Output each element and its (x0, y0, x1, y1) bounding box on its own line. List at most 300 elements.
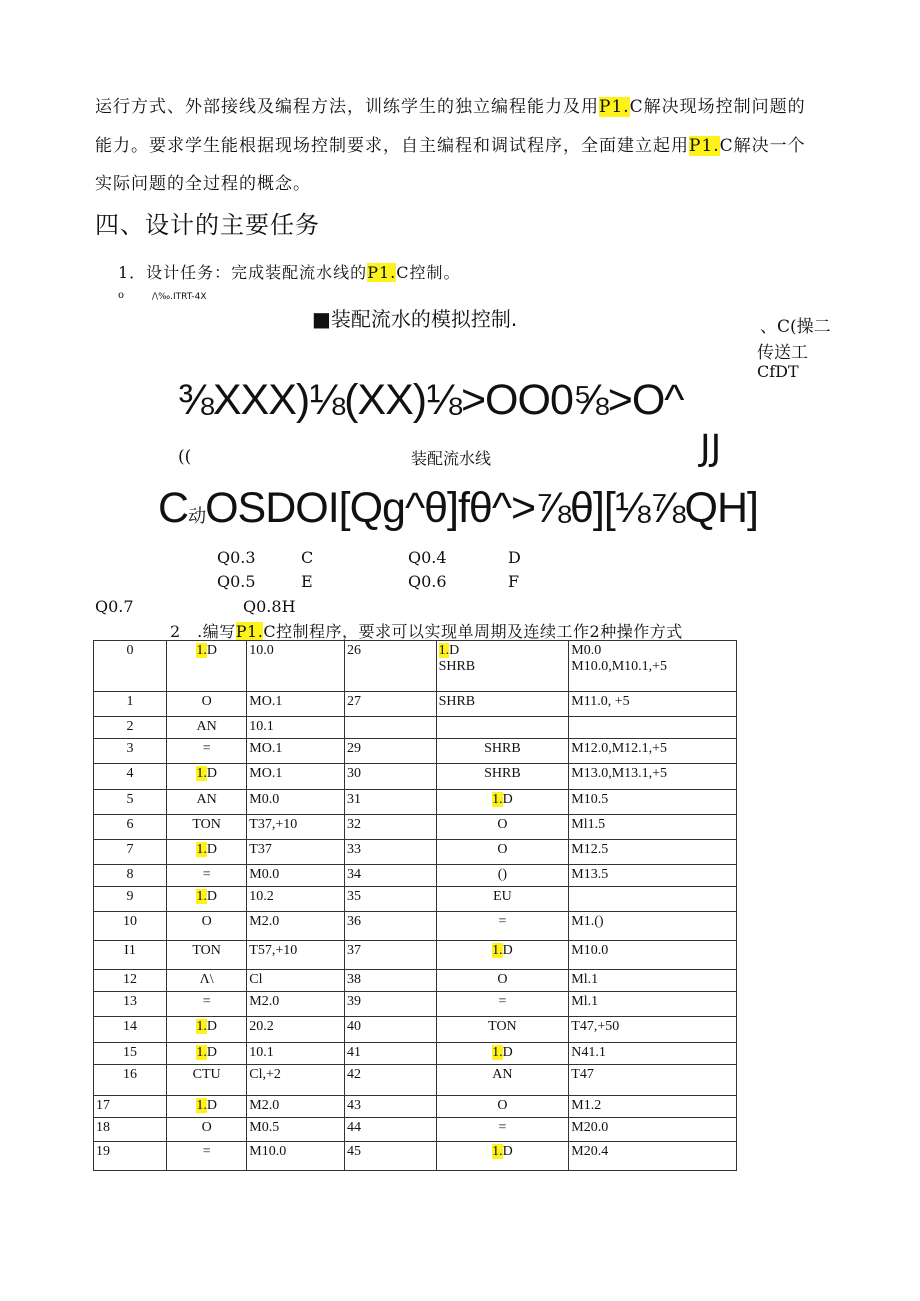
q-label: E (301, 572, 313, 591)
table-row (94, 840, 737, 865)
line-number-cell-text: 26 (347, 643, 361, 658)
line-number-cell (345, 739, 437, 764)
intro-text: 运行方式、外部接线及编程方法，训练学生的独立编程能力及用 (95, 97, 599, 117)
line-number-cell-text: 4 (126, 766, 134, 781)
line-number-cell (94, 992, 167, 1017)
figure-row-2-part: OSDOI[Qg^θ]fθ^>⅞θ][⅛⅞QH] (205, 484, 758, 532)
task-1-text: C控制。 (396, 263, 461, 282)
operand-cell-text: M20.4 (571, 1144, 609, 1159)
operand-cell-text: M1.() (571, 914, 604, 929)
operand-cell (569, 1142, 737, 1171)
line-number-cell-text: 45 (347, 1144, 361, 1159)
opcode-cell (167, 1142, 247, 1171)
q-label: Q0.5 (217, 572, 256, 591)
section-heading: 四、设计的主要任务 (95, 211, 320, 239)
line-number-cell-text: 15 (123, 1045, 138, 1060)
line-number-cell (94, 815, 167, 840)
opcode-cell (436, 1118, 569, 1142)
highlight: 1. (196, 766, 207, 781)
line-number-cell-text: 2 (126, 719, 134, 734)
operand-cell (569, 840, 737, 865)
operand-cell (247, 717, 345, 739)
line-number-cell-text: 16 (123, 1067, 138, 1082)
table-row (94, 815, 737, 840)
line-number-cell (94, 692, 167, 717)
figure-row-2-sub: 动 (188, 506, 206, 526)
line-number-cell (345, 1065, 437, 1096)
table-row (94, 692, 737, 717)
operand-cell-text: T37 (249, 842, 272, 857)
line-number-cell-text: 17 (96, 1098, 110, 1113)
task-1 (118, 260, 460, 283)
operand-cell (569, 865, 737, 887)
line-number-cell (94, 1118, 167, 1142)
figure-right-label-3: CfDT (757, 362, 799, 381)
opcode-cell-text: = (498, 1120, 507, 1135)
opcode-cell-text: AN (492, 1067, 513, 1082)
figure-small-label: /\‰.ITRT-4X (152, 292, 207, 302)
table-row (94, 641, 737, 692)
line-number-cell-text: 39 (347, 994, 361, 1009)
highlight: 1. (196, 1045, 207, 1060)
line-number-cell-text: 41 (347, 1045, 361, 1060)
highlight: 1. (492, 943, 503, 958)
figure-right-mark: JJ (700, 428, 722, 469)
figure-caption: ■装配流水的模拟控制. (312, 307, 518, 331)
line-number-cell (345, 865, 437, 887)
q-label: Q0.4 (408, 548, 447, 567)
opcode-cell (167, 992, 247, 1017)
opcode-cell-text: 1.D (438, 643, 460, 658)
opcode-cell-text: 1.D (196, 889, 217, 904)
line-number-cell (94, 641, 167, 692)
line-number-cell (94, 717, 167, 739)
opcode-cell-text: SHRB (438, 659, 476, 674)
line-number-cell-text: 44 (347, 1120, 361, 1135)
operand-cell-text: 10.2 (249, 889, 274, 904)
operand-cell (569, 1017, 737, 1043)
opcode-cell (167, 887, 247, 912)
line-number-cell-text: 8 (126, 867, 134, 882)
task-2-text: C控制程序，要求可以实现单周期及连续工作2种操作方式 (263, 622, 683, 641)
opcode-cell-text: 1.D (492, 943, 513, 958)
operand-cell (569, 1118, 737, 1142)
operand-cell-text: M0.0 (571, 643, 602, 658)
figure-right-label-2: 传送工 (757, 343, 808, 363)
line-number-cell-text: 27 (347, 694, 361, 709)
operand-cell (569, 992, 737, 1017)
operand-cell (569, 887, 737, 912)
operand-cell (247, 887, 345, 912)
line-number-cell (345, 840, 437, 865)
table-row (94, 764, 737, 790)
opcode-cell (436, 970, 569, 992)
operand-cell-text: M1.2 (571, 1098, 602, 1113)
instruction-table (93, 640, 737, 1171)
opcode-cell-text: 1.D (196, 766, 217, 781)
intro-line-2 (95, 131, 806, 156)
opcode-cell (167, 739, 247, 764)
line-number-cell-text: 34 (347, 867, 361, 882)
opcode-cell (167, 790, 247, 815)
line-number-cell-text: 42 (347, 1067, 361, 1082)
operand-cell (247, 912, 345, 941)
q-label: C (301, 548, 314, 567)
line-number-cell-text: 38 (347, 972, 361, 987)
operand-cell (569, 790, 737, 815)
line-number-cell (94, 739, 167, 764)
line-number-cell-text: 29 (347, 741, 361, 756)
opcode-cell-text: SHRB (484, 766, 521, 781)
highlight: 1. (492, 1144, 503, 1159)
opcode-cell (167, 941, 247, 970)
opcode-cell (436, 739, 569, 764)
opcode-cell-text: TON (488, 1019, 517, 1034)
operand-cell (247, 1043, 345, 1065)
opcode-cell (436, 1017, 569, 1043)
opcode-cell-text: TON (192, 943, 221, 958)
line-number-cell-text: I1 (124, 943, 136, 958)
operand-cell-text: 10.1 (249, 1045, 274, 1060)
operand-cell-text: 20.2 (249, 1019, 274, 1034)
opcode-cell-text: = (202, 994, 211, 1009)
figure-conveyor-row-2 (158, 484, 758, 533)
opcode-cell (167, 840, 247, 865)
table-row (94, 912, 737, 941)
line-number-cell (345, 790, 437, 815)
opcode-cell-text: = (498, 994, 507, 1009)
highlight: P1. (689, 136, 720, 156)
table-row (94, 1142, 737, 1171)
line-number-cell-text: 3 (126, 741, 134, 756)
opcode-cell-text: O (497, 972, 508, 987)
operand-cell-text: M0.0 (249, 792, 280, 807)
intro-text: 能力。要求学生能根据现场控制要求，自主编程和调试程序，全面建立起用 (95, 136, 689, 156)
opcode-cell-text: 1.D (492, 1045, 513, 1060)
operand-cell-text: T57,+10 (249, 943, 298, 958)
operand-cell (247, 1017, 345, 1043)
line-number-cell-text: 33 (347, 842, 361, 857)
line-number-cell-text: 18 (96, 1120, 110, 1135)
operand-cell (569, 1065, 737, 1096)
opcode-cell-text: 1.D (196, 643, 217, 658)
opcode-cell (436, 941, 569, 970)
opcode-cell (167, 641, 247, 692)
line-number-cell-text: 31 (347, 792, 361, 807)
operand-cell-text: M10.0 (571, 943, 609, 958)
line-number-cell (345, 692, 437, 717)
opcode-cell-text: 1.D (196, 1019, 217, 1034)
line-number-cell (94, 865, 167, 887)
line-number-cell (345, 912, 437, 941)
q-label: Q0.3 (217, 548, 256, 567)
opcode-cell-text: 1.D (196, 842, 217, 857)
opcode-cell (167, 1017, 247, 1043)
line-number-cell (345, 1017, 437, 1043)
intro-text: C解决现场控制问题的 (629, 97, 806, 117)
task-1-text: 1．设计任务：完成装配流水线的 (118, 263, 368, 282)
operand-cell-text: Ml1.5 (571, 817, 606, 832)
operand-cell-text: T47 (571, 1067, 594, 1082)
highlight: 1. (196, 643, 207, 658)
line-number-cell (345, 1096, 437, 1118)
figure-row-2-part: C (158, 484, 189, 532)
opcode-cell-text: AN (196, 792, 217, 807)
opcode-cell-text: TON (192, 817, 221, 832)
opcode-cell (436, 912, 569, 941)
figure-left-mark: (( (178, 447, 192, 467)
opcode-cell-text: = (202, 741, 211, 756)
operand-cell-text: N41.1 (571, 1045, 606, 1060)
opcode-cell (436, 692, 569, 717)
operand-cell (569, 739, 737, 764)
opcode-cell (167, 970, 247, 992)
opcode-cell (436, 717, 569, 739)
opcode-cell (167, 815, 247, 840)
opcode-cell (167, 692, 247, 717)
operand-cell (247, 764, 345, 790)
highlight: 1. (196, 1019, 207, 1034)
intro-text: C解决一个 (719, 136, 806, 156)
highlight: 1. (196, 1098, 207, 1113)
operand-cell (569, 970, 737, 992)
opcode-cell (167, 717, 247, 739)
highlight: 1. (196, 842, 207, 857)
operand-cell (569, 1096, 737, 1118)
opcode-cell-text: O (497, 1098, 508, 1113)
line-number-cell-text: 35 (347, 889, 361, 904)
line-number-cell (94, 790, 167, 815)
line-number-cell (345, 1118, 437, 1142)
opcode-cell (436, 815, 569, 840)
operand-cell (569, 717, 737, 739)
highlight: 1. (196, 889, 207, 904)
q-label: Q0.8H (243, 597, 296, 616)
opcode-cell (436, 790, 569, 815)
opcode-cell-text: = (202, 867, 211, 882)
task-2 (170, 619, 683, 642)
line-number-cell-text: 6 (126, 817, 134, 832)
opcode-cell-text: 1.D (196, 1045, 217, 1060)
opcode-cell-text: 1.D (196, 1098, 217, 1113)
opcode-cell (167, 912, 247, 941)
operand-cell (247, 1096, 345, 1118)
operand-cell-text: M2.0 (249, 1098, 280, 1113)
line-number-cell-text: 43 (347, 1098, 361, 1113)
table-row (94, 865, 737, 887)
operand-cell (569, 641, 737, 692)
opcode-cell-text: EU (493, 889, 512, 904)
table-row (94, 1017, 737, 1043)
table-row (94, 970, 737, 992)
table-row (94, 717, 737, 739)
opcode-cell (436, 887, 569, 912)
operand-cell-text: Ml.1 (571, 972, 599, 987)
opcode-cell-text: 1.D (492, 792, 513, 807)
line-number-cell (94, 1142, 167, 1171)
line-number-cell (94, 840, 167, 865)
operand-cell-text: M11.0, +5 (571, 694, 630, 709)
operand-cell-text: M10.0,M10.1,+5 (571, 659, 668, 674)
opcode-cell (436, 764, 569, 790)
line-number-cell (345, 641, 437, 692)
opcode-cell (436, 865, 569, 887)
line-number-cell-text: 13 (123, 994, 138, 1009)
line-number-cell-text: 9 (126, 889, 134, 904)
line-number-cell (345, 992, 437, 1017)
line-number-cell-text: 12 (123, 972, 138, 987)
highlight: P1. (367, 263, 397, 282)
operand-cell (569, 692, 737, 717)
operand-cell (247, 970, 345, 992)
line-number-cell (345, 764, 437, 790)
opcode-cell (436, 1096, 569, 1118)
operand-cell-text: M2.0 (249, 994, 280, 1009)
operand-cell-text: M13.5 (571, 867, 609, 882)
operand-cell (247, 992, 345, 1017)
opcode-cell (436, 992, 569, 1017)
operand-cell-text: M0.0 (249, 867, 280, 882)
figure-conveyor-row-1: ⅜XXX)⅛(XX)⅛>OO0⅝>O^ (178, 376, 684, 424)
opcode-cell (167, 865, 247, 887)
operand-cell (569, 941, 737, 970)
line-number-cell (94, 887, 167, 912)
operand-cell-text: M2.0 (249, 914, 280, 929)
q-label: D (508, 548, 521, 567)
opcode-cell-text: O (497, 817, 508, 832)
intro-line-3: 实际问题的全过程的概念。 (95, 174, 311, 194)
opcode-cell (167, 1043, 247, 1065)
operand-cell-text: MO.1 (249, 741, 283, 756)
line-number-cell-text: 14 (123, 1019, 138, 1034)
line-number-cell (94, 1043, 167, 1065)
operand-cell (569, 764, 737, 790)
operand-cell-text: M12.5 (571, 842, 609, 857)
line-number-cell (345, 1142, 437, 1171)
operand-cell-text: Ml.1 (571, 994, 599, 1009)
table-row (94, 941, 737, 970)
opcode-cell-text: CTU (192, 1067, 221, 1082)
operand-cell-text: 10.0 (249, 643, 274, 658)
opcode-cell (167, 1065, 247, 1096)
intro-line-1 (95, 92, 806, 117)
opcode-cell (436, 840, 569, 865)
opcode-cell (436, 641, 569, 692)
line-number-cell-text: 5 (126, 792, 134, 807)
line-number-cell-text: 32 (347, 817, 361, 832)
opcode-cell-text: AN (196, 719, 217, 734)
table-row (94, 992, 737, 1017)
line-number-cell (94, 764, 167, 790)
operand-cell-text: T47,+50 (571, 1019, 620, 1034)
operand-cell-text: M10.5 (571, 792, 609, 807)
operand-cell-text: MO.1 (249, 694, 283, 709)
operand-cell-text: M10.0 (249, 1144, 287, 1159)
table-row (94, 790, 737, 815)
table-row (94, 887, 737, 912)
figure-marker: o (118, 290, 125, 301)
operand-cell (247, 941, 345, 970)
operand-cell (247, 739, 345, 764)
line-number-cell (94, 912, 167, 941)
opcode-cell-text: O (201, 1120, 212, 1135)
operand-cell-text: Cl,+2 (249, 1067, 281, 1082)
operand-cell-text: 10.1 (249, 719, 274, 734)
operand-cell (247, 641, 345, 692)
opcode-cell-text: () (497, 867, 508, 882)
q-label: F (508, 572, 520, 591)
table-row (94, 739, 737, 764)
table-row (94, 1043, 737, 1065)
operand-cell (247, 1142, 345, 1171)
line-number-cell-text: 40 (347, 1019, 361, 1034)
opcode-cell-text: Λ\ (199, 972, 214, 987)
operand-cell (247, 840, 345, 865)
line-number-cell-text: 30 (347, 766, 361, 781)
line-number-cell (345, 717, 437, 739)
opcode-cell (436, 1142, 569, 1171)
opcode-cell-text: = (498, 914, 507, 929)
opcode-cell (167, 1118, 247, 1142)
instruction-table-body (94, 641, 737, 1171)
line-number-cell (345, 941, 437, 970)
opcode-cell-text: O (201, 914, 212, 929)
opcode-cell-text: = (202, 1144, 211, 1159)
line-number-cell (345, 887, 437, 912)
opcode-cell-text: SHRB (484, 741, 521, 756)
operand-cell-text: T37,+10 (249, 817, 298, 832)
q-label: Q0.6 (408, 572, 447, 591)
line-number-cell (345, 815, 437, 840)
operand-cell-text: Cl (249, 972, 263, 987)
operand-cell (569, 815, 737, 840)
line-number-cell (345, 1043, 437, 1065)
table-row (94, 1065, 737, 1096)
q-label: Q0.7 (95, 597, 134, 616)
operand-cell (247, 1065, 345, 1096)
line-number-cell-text: 36 (347, 914, 361, 929)
line-number-cell-text: 19 (96, 1144, 110, 1159)
opcode-cell (167, 764, 247, 790)
highlight: P1. (235, 622, 264, 641)
line-number-cell-text: 10 (123, 914, 138, 929)
line-number-cell (94, 970, 167, 992)
highlight: 1. (438, 643, 450, 658)
operand-cell (247, 815, 345, 840)
line-number-cell-text: 0 (126, 643, 134, 658)
line-number-cell-text: 7 (126, 842, 134, 857)
opcode-cell (436, 1043, 569, 1065)
opcode-cell (436, 1065, 569, 1096)
operand-cell-text: M0.5 (249, 1120, 280, 1135)
table-row (94, 1096, 737, 1118)
line-number-cell (94, 1017, 167, 1043)
operand-cell-text: M20.0 (571, 1120, 609, 1135)
operand-cell-text: M12.0,M12.1,+5 (571, 741, 668, 756)
operand-cell (247, 865, 345, 887)
highlight: P1. (599, 97, 630, 117)
line-number-cell-text: 1 (126, 694, 134, 709)
operand-cell (569, 1043, 737, 1065)
line-number-cell-text: 37 (347, 943, 361, 958)
line-number-cell (345, 970, 437, 992)
operand-cell (247, 692, 345, 717)
operand-cell (569, 912, 737, 941)
opcode-cell-text: O (201, 694, 212, 709)
opcode-cell-text: O (497, 842, 508, 857)
opcode-cell-text: 1.D (492, 1144, 513, 1159)
opcode-cell-text: SHRB (438, 694, 476, 709)
